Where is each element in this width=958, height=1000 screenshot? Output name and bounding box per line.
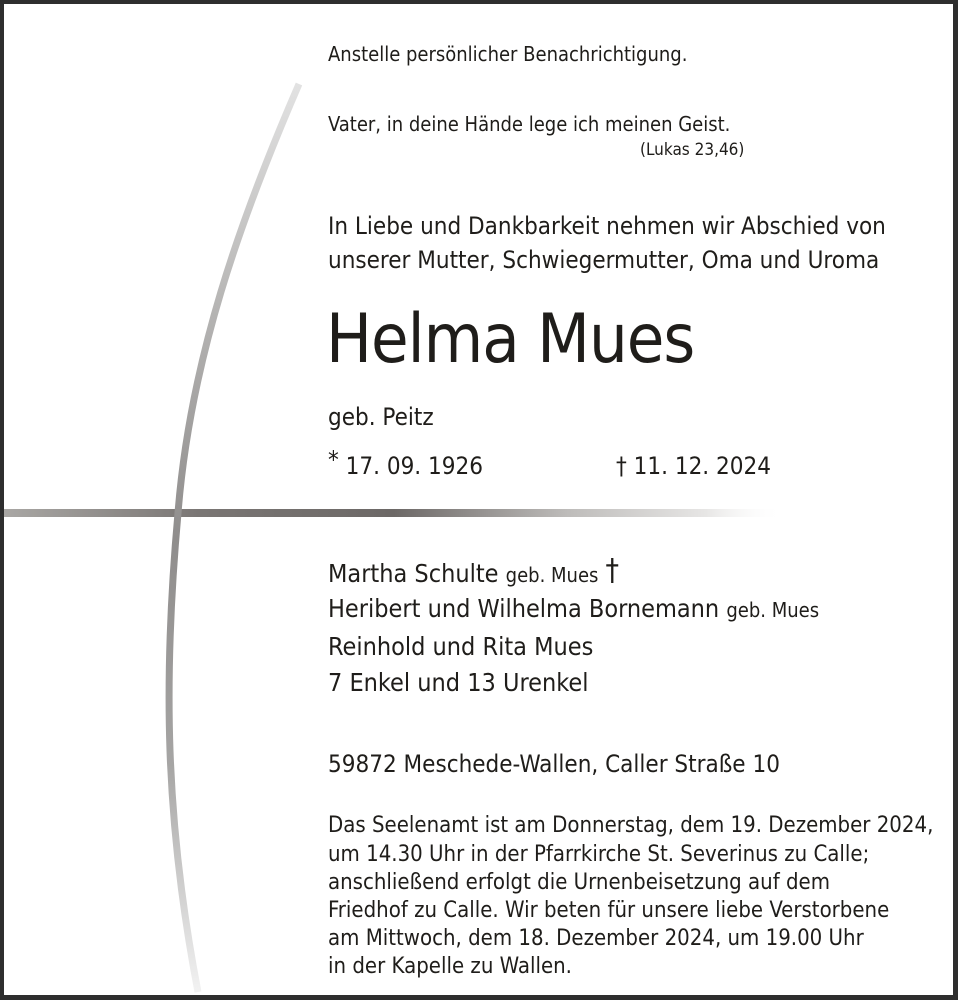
mourner-1 xyxy=(328,555,619,590)
bible-quote: Vater, in deine Hände lege ich meinen Geist. xyxy=(328,112,731,136)
intro-text: Anstelle persönlicher Benachrichtigung. xyxy=(328,42,688,66)
service-line-6: in der Kapelle zu Wallen. xyxy=(328,954,572,979)
death-cross-icon: † xyxy=(616,452,627,480)
farewell-line-1: In Liebe und Dankbarkeit nehmen wir Abschied von xyxy=(328,212,886,240)
mourner-3: Reinhold und Rita Mues xyxy=(328,632,594,661)
service-line-5: am Mittwoch, dem 18. Dezember 2024, um 19.00 Uhr xyxy=(328,926,864,951)
bible-quote-source: (Lukas 23,46) xyxy=(640,140,745,160)
birth-star-icon: * xyxy=(328,446,339,474)
mourner-2 xyxy=(328,594,819,623)
death-date-row xyxy=(616,452,771,480)
service-line-3: anschließend erfolgt die Urnenbeisetzung auf dem xyxy=(328,870,830,895)
death-date: 11. 12. 2024 xyxy=(633,452,771,480)
farewell-line-2: unserer Mutter, Schwiegermutter, Oma und Uroma xyxy=(328,246,880,274)
maiden-name: geb. Peitz xyxy=(328,403,434,431)
mourner-name: Heribert und Wilhelma Bornemann xyxy=(328,594,720,623)
service-line-2: um 14.30 Uhr in der Pfarrkirche St. Severinus zu Calle; xyxy=(328,842,870,867)
mourner-maiden: geb. Mues xyxy=(726,598,820,622)
service-line-4: Friedhof zu Calle. Wir beten für unsere liebe Verstorbene xyxy=(328,898,890,923)
mourner-maiden: geb. Mues xyxy=(505,563,599,587)
mourner-4: 7 Enkel und 13 Urenkel xyxy=(328,668,589,697)
birth-date-row xyxy=(328,446,483,480)
birth-date: 17. 09. 1926 xyxy=(345,452,483,480)
deceased-cross-icon: † xyxy=(605,553,620,588)
address: 59872 Meschede-Wallen, Caller Straße 10 xyxy=(328,750,780,778)
mourner-name: Martha Schulte xyxy=(328,559,499,588)
deceased-name: Helma Mues xyxy=(326,300,695,379)
service-line-1: Das Seelenamt ist am Donnerstag, dem 19. Dezember 2024, xyxy=(328,813,934,838)
